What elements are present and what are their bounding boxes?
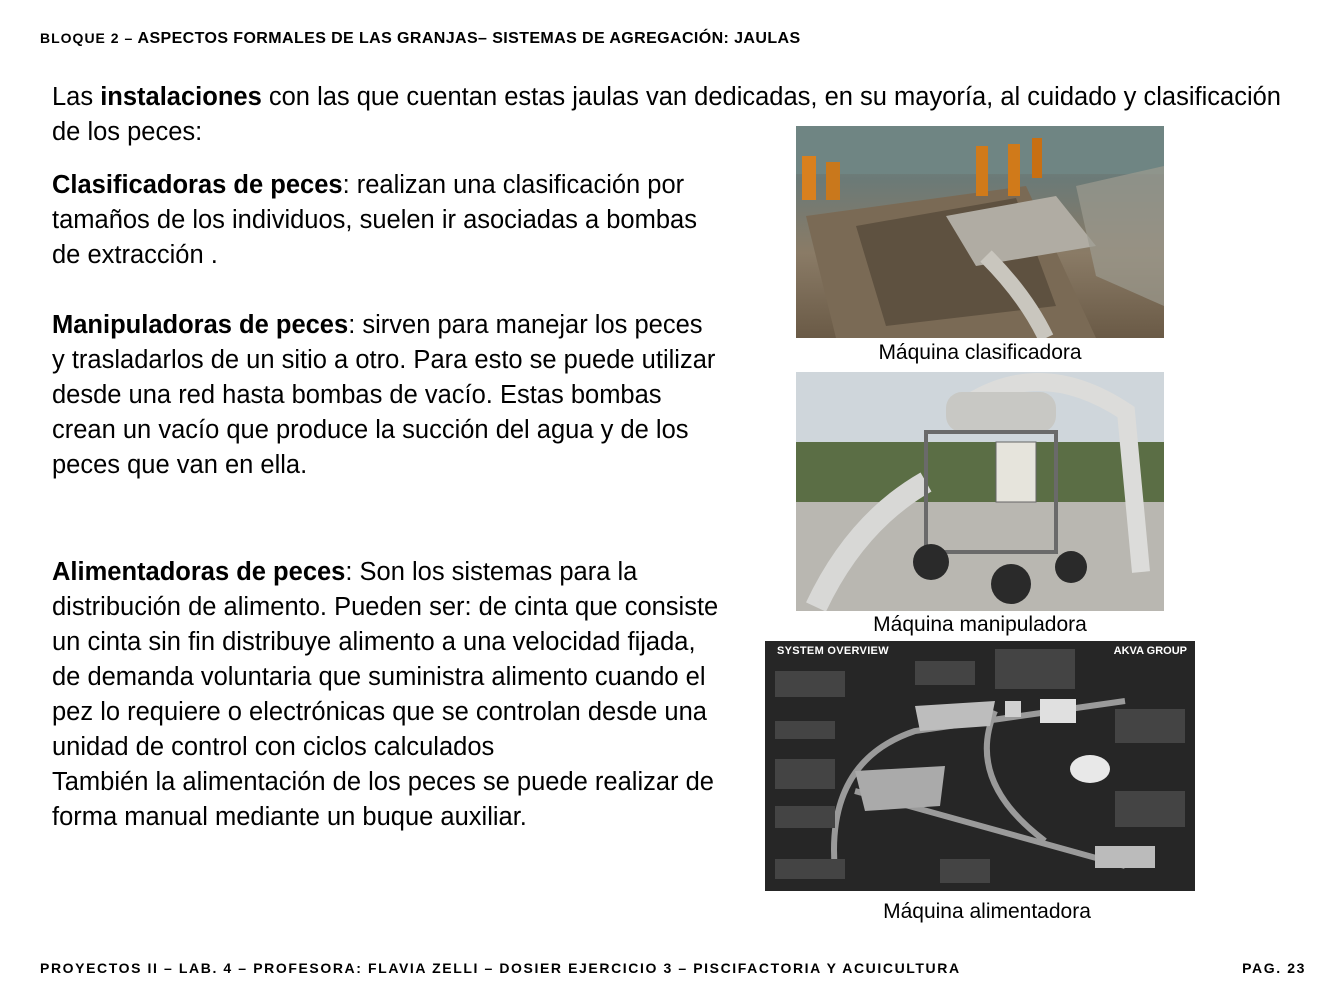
diagram-alimentadora: [765, 641, 1195, 891]
header-title: ASPECTOS FORMALES DE LAS GRANJAS– SISTEMAS DE AGREGACIÓN: JAULAS: [137, 30, 801, 47]
slide-footer: PROYECTOS II – LAB. 4 – PROFESORA: FLAVIA ZELLI – DOSIER EJERCICIO 3 – PISCIFACTORIA Y ACUICULTURA: [40, 960, 961, 976]
page-number: PAG. 23: [1242, 960, 1306, 976]
akva-logo: AKVA GROUP: [1113, 645, 1187, 657]
clasificadora-illustration: [796, 126, 1164, 338]
section-term: Alimentadoras de peces: [52, 558, 346, 586]
caption-manipuladora: Máquina manipuladora: [873, 613, 1087, 636]
caption-clasificadora: Máquina clasificadora: [878, 341, 1082, 364]
diagram-title: SYSTEM OVERVIEW: [777, 645, 889, 657]
intro-paragraph: Las instalaciones con las que cuentan estas jaulas van dedicadas, en su mayoría, al cuidado y clasificación de los peces:: [52, 83, 1281, 146]
caption-alimentadora: Máquina alimentadora: [883, 900, 1091, 923]
section-manipuladoras: [52, 308, 722, 483]
section-text: : Son los sistemas para la distribución de alimento. Pueden ser: de cinta que consiste un cinta sin fin distribuye alimento a una velocidad fijada, de demanda voluntaria que suministra alimento cuando el pez lo requiere o electrónicas que se controlan desde una unidad de control con ciclos calculados: [52, 558, 719, 761]
slide-header: [40, 30, 801, 48]
header-prefix: BLOQUE 2 –: [40, 30, 134, 46]
photo-manipuladora: [796, 372, 1164, 611]
section-extra-text: También la alimentación de los peces se puede realizar de forma manual mediante un buque auxiliar.: [52, 768, 714, 831]
photo-clasificadora: [796, 126, 1164, 338]
section-clasificadoras: [52, 168, 722, 273]
section-term: Clasificadoras de peces: [52, 171, 343, 199]
feeding-system-illustration: [765, 641, 1195, 891]
section-text: : sirven para manejar los peces y trasladarlos de un sitio a otro. Para esto se puede utilizar desde una red hasta bombas de vacío. Estas bombas crean un vacío que produce la succión del agua y de los peces que van en ella.: [52, 311, 716, 479]
intro-bold-term: instalaciones: [100, 83, 262, 111]
section-text: : realizan una clasificación por tamaños de los individuos, suelen ir asociadas a bombas de extracción .: [52, 171, 697, 269]
section-term: Manipuladoras de peces: [52, 311, 349, 339]
section-alimentadoras: [52, 555, 722, 835]
manipuladora-illustration: [796, 372, 1164, 611]
